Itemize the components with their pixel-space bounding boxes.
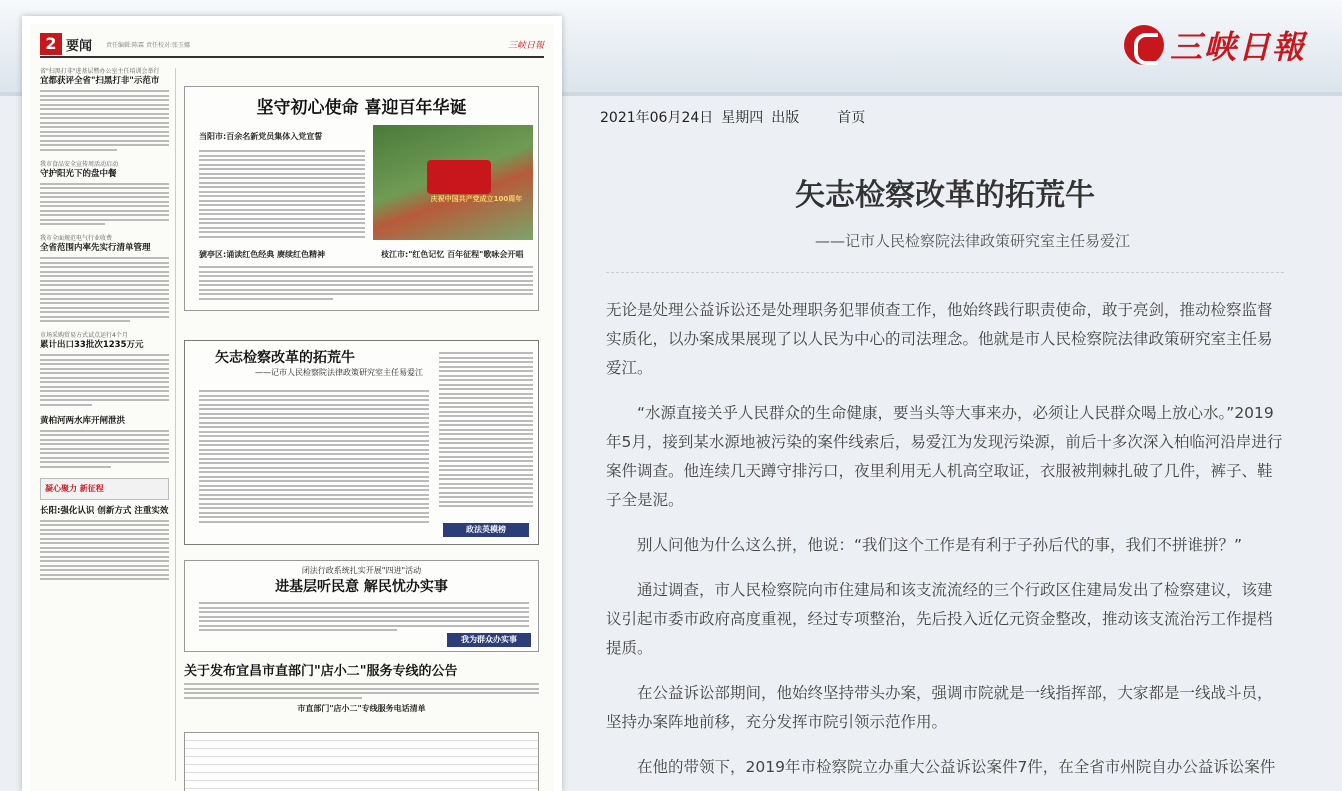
section-name: 要闻: [66, 38, 93, 54]
feature-subhead: ——记市人民检察院法律政策研究室主任易爱江: [255, 368, 423, 377]
logo-text: 三峡日報: [1169, 28, 1306, 66]
brief-item[interactable]: [40, 235, 169, 322]
brief-kicker: 我市食品安全宣传周活动启动: [40, 160, 119, 168]
brief-item[interactable]: [40, 332, 169, 406]
feature-body-right: [439, 352, 533, 510]
edition-weekday: 星期四: [721, 110, 764, 126]
site-logo[interactable]: [1124, 22, 1306, 68]
campaign-story-block[interactable]: [184, 560, 539, 652]
article-subtitle: ——记市人民检察院法律政策研究室主任易爱江: [814, 232, 1130, 250]
newspaper-sheet: [30, 24, 554, 791]
home-link[interactable]: 首页: [837, 110, 866, 126]
brief-body: [40, 183, 169, 226]
campaign-body: [199, 602, 529, 634]
mini-headline: 枝江市:"红色记忆 百年征程"歌咏会开唱: [381, 250, 524, 259]
notice-body: [184, 683, 539, 699]
left-ad-banner[interactable]: 凝心聚力 新征程: [40, 478, 169, 500]
notice-headline: 关于发布宜昌市直部门"店小二"服务专线的公告: [184, 664, 458, 679]
brief-body: [40, 354, 169, 406]
notice-block[interactable]: [184, 660, 539, 791]
editor-meta: 责任编辑:陈霖 责任校对:张玉娜: [106, 41, 190, 49]
article-title: 矢志检察改革的拓荒牛: [795, 178, 1095, 213]
article-paragraph: 无论是处理公益诉讼还是处理职务犯罪侦查工作，他始终践行职责使命，敢于亮剑，推动检察监督实质化，以办案成果展现了以人民为中心的司法理念。他就是市人民检察院法律政策研究室主任易爱江。: [606, 301, 1273, 377]
service-phone-table: [184, 732, 539, 791]
brief-body: [40, 90, 169, 151]
article-paragraph: “水源直接关乎人民群众的生命健康，要当头等大事来办，必须让人民群众喝上放心水。”2019年5月，接到某水源地被污染的案件线索后，易爱江为发现污染源，前后十多次深入柏临河沿岸进行案件调查。他连续几天蹲守排污口，夜里利用无人机高空取证，衣服被荆棘扎破了几件，裤子、鞋子全是泥。: [606, 404, 1283, 509]
feature-body: [199, 390, 429, 525]
brief-item[interactable]: [40, 506, 169, 581]
top-story-photo[interactable]: [373, 125, 533, 240]
brief-title: 守护阳光下的盘中餐: [40, 168, 117, 179]
page-number: 2: [40, 33, 62, 55]
mini-headline: 猇亭区:诵读红色经典 赓续红色精神: [199, 250, 325, 259]
article-body: [606, 296, 1286, 791]
edition-date-bar: [600, 106, 865, 128]
article-paragraph: 在公益诉讼部期间，他始终坚持带头办案，强调市院就是一线指挥部，大家都是一线战斗员，坚持办案阵地前移，充分发挥市院引领示范作用。: [606, 684, 1273, 731]
newspaper-brand: 三峡日報: [507, 40, 544, 51]
brief-item[interactable]: [40, 416, 169, 468]
top-story-block[interactable]: [184, 86, 539, 311]
campaign-headline: 进基层听民意 解民忧办实事: [275, 579, 448, 595]
brief-body: [40, 257, 169, 322]
brief-title: 累计出口33批次1235万元: [40, 340, 144, 350]
photo-banner-text: 庆祝中国共产党成立100周年: [430, 195, 523, 203]
brief-body: [40, 520, 169, 581]
photo-banner: [427, 160, 491, 195]
campaign-kicker: 闭法行政系统扎实开展"四进"活动: [301, 566, 422, 575]
mini-stories-body: [199, 266, 533, 302]
tag-law-heroes: 政法英模榜: [443, 523, 529, 537]
top-story-headline: 坚守初心使命 喜迎百年华诞: [256, 98, 467, 118]
top-story-body: [199, 150, 365, 240]
newspaper-page[interactable]: [22, 16, 562, 791]
article-paragraph: 别人问他为什么这么拼，他说：“我们这个工作是有利于子孙后代的事，我们不拼谁拼？”: [637, 536, 1243, 554]
tag-serve-people: 我为群众办实事: [447, 633, 531, 647]
table-title: 市直部门"店小二"专线服务电话清单: [297, 703, 426, 713]
brief-title: 黄柏河两水库开闸泄洪: [40, 415, 126, 426]
brief-item[interactable]: [40, 161, 169, 226]
article-paragraph: 通过调查，市人民检察院向市住建局和该支流流经的三个行政区住建局发出了检察建议，该建议引起市委市政府高度重视，经过专项整治，先后投入近亿元资金整改，推动该支流治污工作提档提质。: [606, 581, 1273, 657]
brief-kicker: 省"扫黑打非"进基层暨办公室主任培训会举行: [40, 68, 160, 75]
brief-body: [40, 430, 169, 468]
feature-story-block[interactable]: [184, 340, 539, 545]
edition-date: 2021年06月24日: [600, 110, 714, 126]
article-divider: [606, 272, 1284, 273]
brief-item[interactable]: [40, 68, 169, 151]
brief-title: 宜都获评全省"扫黑打非"示范市: [40, 76, 160, 86]
logo-icon: [1124, 25, 1164, 65]
top-story-subhead: 当阳市:百余名新党员集体入党宣誓: [199, 132, 323, 141]
brief-kicker: 我市全面规范电气行业收费: [40, 235, 113, 242]
brief-title: 长阳:强化认识 创新方式 注重实效: [40, 505, 169, 516]
feature-headline: 矢志检察改革的拓荒牛: [215, 350, 355, 366]
edition-label: 出版: [771, 110, 800, 126]
left-briefs-column: [40, 68, 176, 781]
newspaper-main: [184, 68, 544, 781]
brief-kicker: 市场采购贸易方式试点运行4个月: [40, 332, 128, 339]
article-paragraph: 在他的带领下，2019年市检察院立办重大公益诉讼案件7件，在全省市州院自办公益诉讼案件: [637, 758, 1276, 776]
newspaper-header: [40, 32, 544, 58]
brief-title: 全省范围内率先实行清单管理: [40, 243, 151, 253]
